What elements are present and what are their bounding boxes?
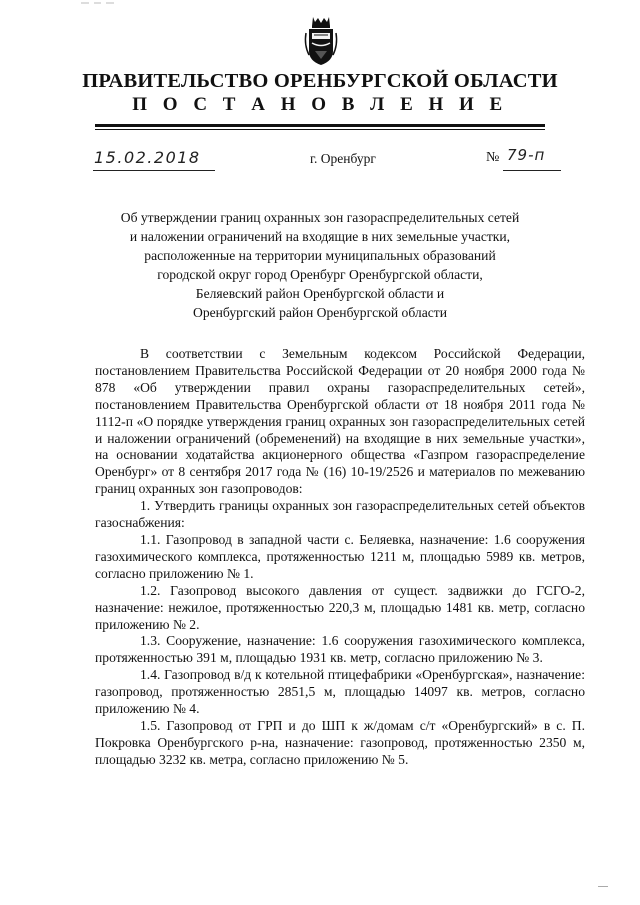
clause-paragraph: 1.4. Газопровод в/д к котельной птицефабрики «Оренбургская», назначение: газопровод, протяженностью 2851,5 м, площадью 14097 кв. метров, согласно приложению № 4. <box>95 667 585 717</box>
organization-name: ПРАВИТЕЛЬСТВО ОРЕНБУРГСКОЙ ОБЛАСТИ <box>82 70 558 92</box>
title-line: и наложении ограничений на входящие в них земельные участки, <box>129 229 511 244</box>
scan-artifact <box>81 0 115 6</box>
clause-paragraph: 1.5. Газопровод от ГРП и до ШП к ж/домам с/т «Оренбургский» в с. П. Покровка Оренбургского р-на, назначение: газопровод, протяженностью 2350 м, площадью 3232 кв. метра, согласно приложению № 5. <box>95 717 585 767</box>
title-line: Об утверждении границ охранных зон газораспределительных сетей <box>120 210 520 225</box>
number-label: № <box>486 150 500 165</box>
clause-paragraph: 1. Утвердить границы охранных зон газораспределительных сетей объектов газоснабжения: <box>95 498 585 531</box>
header-divider-thick <box>95 124 545 127</box>
coat-of-arms-icon <box>303 15 339 67</box>
document-body <box>95 346 585 769</box>
document-city: г. Оренбург <box>310 151 376 166</box>
document-type: П О С Т А Н О В Л Е Н И Е <box>132 94 508 115</box>
title-line: расположенные на территории муниципальных образований <box>144 248 496 263</box>
date-underline <box>93 170 215 171</box>
document-number: 79-п <box>507 146 546 164</box>
number-underline <box>503 170 561 171</box>
header-divider-thin <box>95 129 545 130</box>
title-line: городской округ город Оренбург Оренбургской области, <box>157 267 483 282</box>
title-line: Оренбургский район Оренбургской области <box>193 305 447 320</box>
title-line: Беляевский район Оренбургской области и <box>195 286 445 301</box>
document-title <box>95 208 545 322</box>
preamble-paragraph: В соответствии с Земельным кодексом Российской Федерации, постановлением Правительства Российской Федерации от 20 ноября 2000 года № 878 «Об утверждении правил охраны газораспределительных сетей», постановлением Правительства Оренбургской области от 18 ноября 2011 года № 1112-п «О порядке утверждения границ охранных зон газораспределительных сетей и наложении ограничений (обременений) на входящие в них земельные участки», на основании ходатайства акционерного общества «Газпром газораспределение Оренбург» от 8 сентября 2017 года № (16) 10-19/2526 и материалов по межеванию границ охранных зон газопроводов: <box>95 346 585 497</box>
document-date: 15.02.2018 <box>94 148 201 167</box>
clause-paragraph: 1.2. Газопровод высокого давления от сущест. задвижки до ГСГО-2, назначение: нежилое, протяженностью 220,3 м, площадью 1481 кв. метр, согласно приложению № 2. <box>95 582 585 632</box>
scan-artifact <box>598 884 608 889</box>
clause-paragraph: 1.3. Сооружение, назначение: 1.6 сооружения газохимического комплекса, протяженностью 391 м, площадью 1931 кв. метр, согласно приложению № 3. <box>95 633 585 666</box>
clause-paragraph: 1.1. Газопровод в западной части с. Беляевка, назначение: 1.6 сооружения газохимического комплекса, протяженностью 1211 м, площадью 5989 кв. метров, согласно приложению № 1. <box>95 531 585 581</box>
